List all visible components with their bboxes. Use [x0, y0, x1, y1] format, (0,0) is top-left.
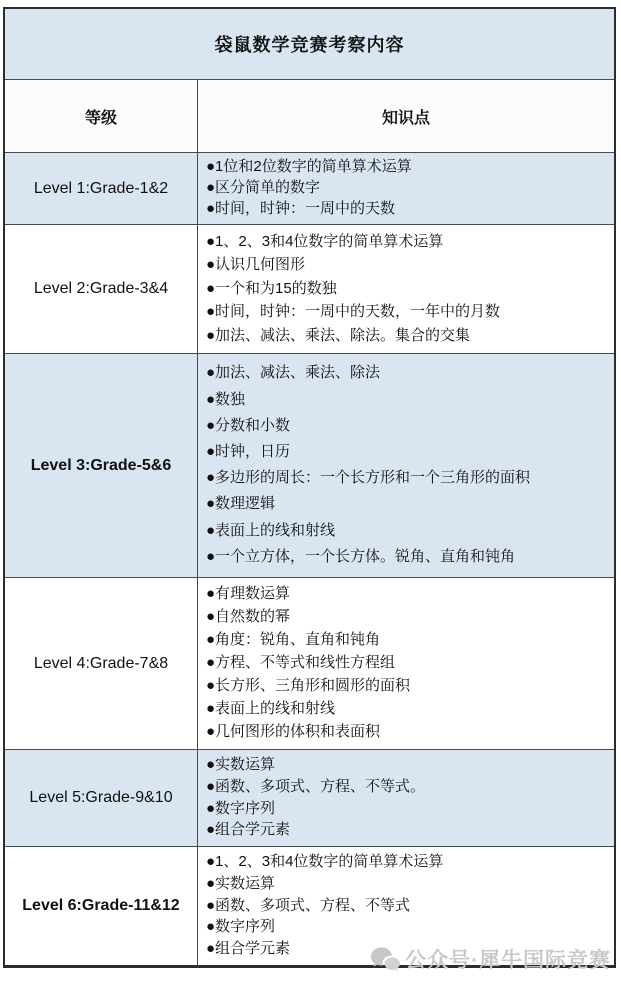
level-label: Level 5:Grade-9&10 [5, 750, 198, 846]
level-label: Level 2:Grade-3&4 [5, 225, 198, 353]
knowledge-item: ●时钟，日历 [206, 443, 291, 460]
knowledge-item: ●数字序列 [206, 918, 276, 936]
knowledge-item: ●自然数的幂 [206, 608, 291, 626]
knowledge-item: ●组合学元素 [206, 940, 291, 958]
knowledge-item: ●表面上的线和射线 [206, 521, 336, 539]
knowledge-item: ●实数运算 [206, 874, 276, 892]
knowledge-item: ●数独 [206, 390, 246, 408]
table-row [5, 353, 614, 577]
table-header-row [5, 79, 614, 152]
knowledge-item: ●一个立方体，一个长方体。锐角、直角和钝角 [206, 547, 516, 565]
knowledge-item: ●实数运算 [206, 756, 276, 773]
knowledge-item: ●时间，时钟：一周中的天数 [206, 200, 396, 218]
knowledge-item: ●数理逻辑 [206, 495, 276, 513]
knowledge-item: ●函数、多项式、方程、不等式。 [206, 777, 426, 795]
knowledge-item: ●角度：锐角、直角和钝角 [206, 631, 381, 649]
knowledge-list [198, 354, 614, 577]
table-row [5, 577, 614, 749]
knowledge-item: ●一个和为15的数独 [206, 279, 337, 297]
knowledge-item: ●有理数运算 [206, 585, 291, 603]
table-row [5, 846, 614, 965]
knowledge-item: ●加法、减法、乘法、除法。集合的交集 [206, 326, 471, 344]
knowledge-item: ●数字序列 [206, 799, 276, 817]
table-body [5, 152, 614, 965]
knowledge-item: ●1、2、3和4位数字的简单算术运算 [206, 853, 444, 871]
kangaroo-exam-table [3, 7, 616, 968]
knowledge-list [198, 153, 614, 224]
knowledge-item: ●1位和2位数字的简单算术运算 [206, 158, 412, 176]
knowledge-list [198, 578, 614, 749]
knowledge-list [198, 225, 614, 353]
knowledge-item: ●区分简单的数字 [206, 179, 321, 197]
table-title-text: 袋鼠数学竞赛考察内容 [214, 35, 405, 55]
table-row [5, 749, 614, 846]
level-label: Level 3:Grade-5&6 [5, 354, 198, 577]
column-header-level: 等级 [5, 80, 198, 152]
knowledge-item: ●1、2、3和4位数字的简单算术运算 [206, 232, 444, 250]
knowledge-item: ●函数、多项式、方程、不等式 [206, 896, 411, 914]
knowledge-item: ●组合学元素 [206, 821, 291, 839]
knowledge-list [198, 847, 614, 965]
knowledge-item: ●认识几何图形 [206, 256, 306, 274]
knowledge-list [198, 750, 614, 846]
level-label: Level 4:Grade-7&8 [5, 578, 198, 749]
knowledge-item: ●方程、不等式和线性方程组 [206, 654, 396, 672]
table-row [5, 152, 614, 224]
knowledge-item: ●几何图形的体积和表面积 [206, 723, 381, 741]
knowledge-item: ●表面上的线和射线 [206, 700, 336, 718]
column-header-knowledge: 知识点 [381, 109, 430, 127]
table-row [5, 224, 614, 353]
level-label: Level 6:Grade-11&12 [5, 847, 198, 965]
table-title [5, 9, 614, 79]
watermark-text: 公众号·犀牛国际竞赛 [405, 949, 611, 972]
knowledge-item: ●分数和小数 [206, 416, 291, 434]
knowledge-item: ●加法、减法、乘法、除法 [206, 364, 381, 382]
knowledge-item: ●长方形、三角形和圆形的面积 [206, 677, 411, 695]
knowledge-item: ●多边形的周长：一个长方形和一个三角形的面积 [206, 469, 531, 487]
knowledge-item: ●时间，时钟：一周中的天数，一年中的月数 [206, 303, 501, 321]
level-label: Level 1:Grade-1&2 [5, 153, 198, 224]
